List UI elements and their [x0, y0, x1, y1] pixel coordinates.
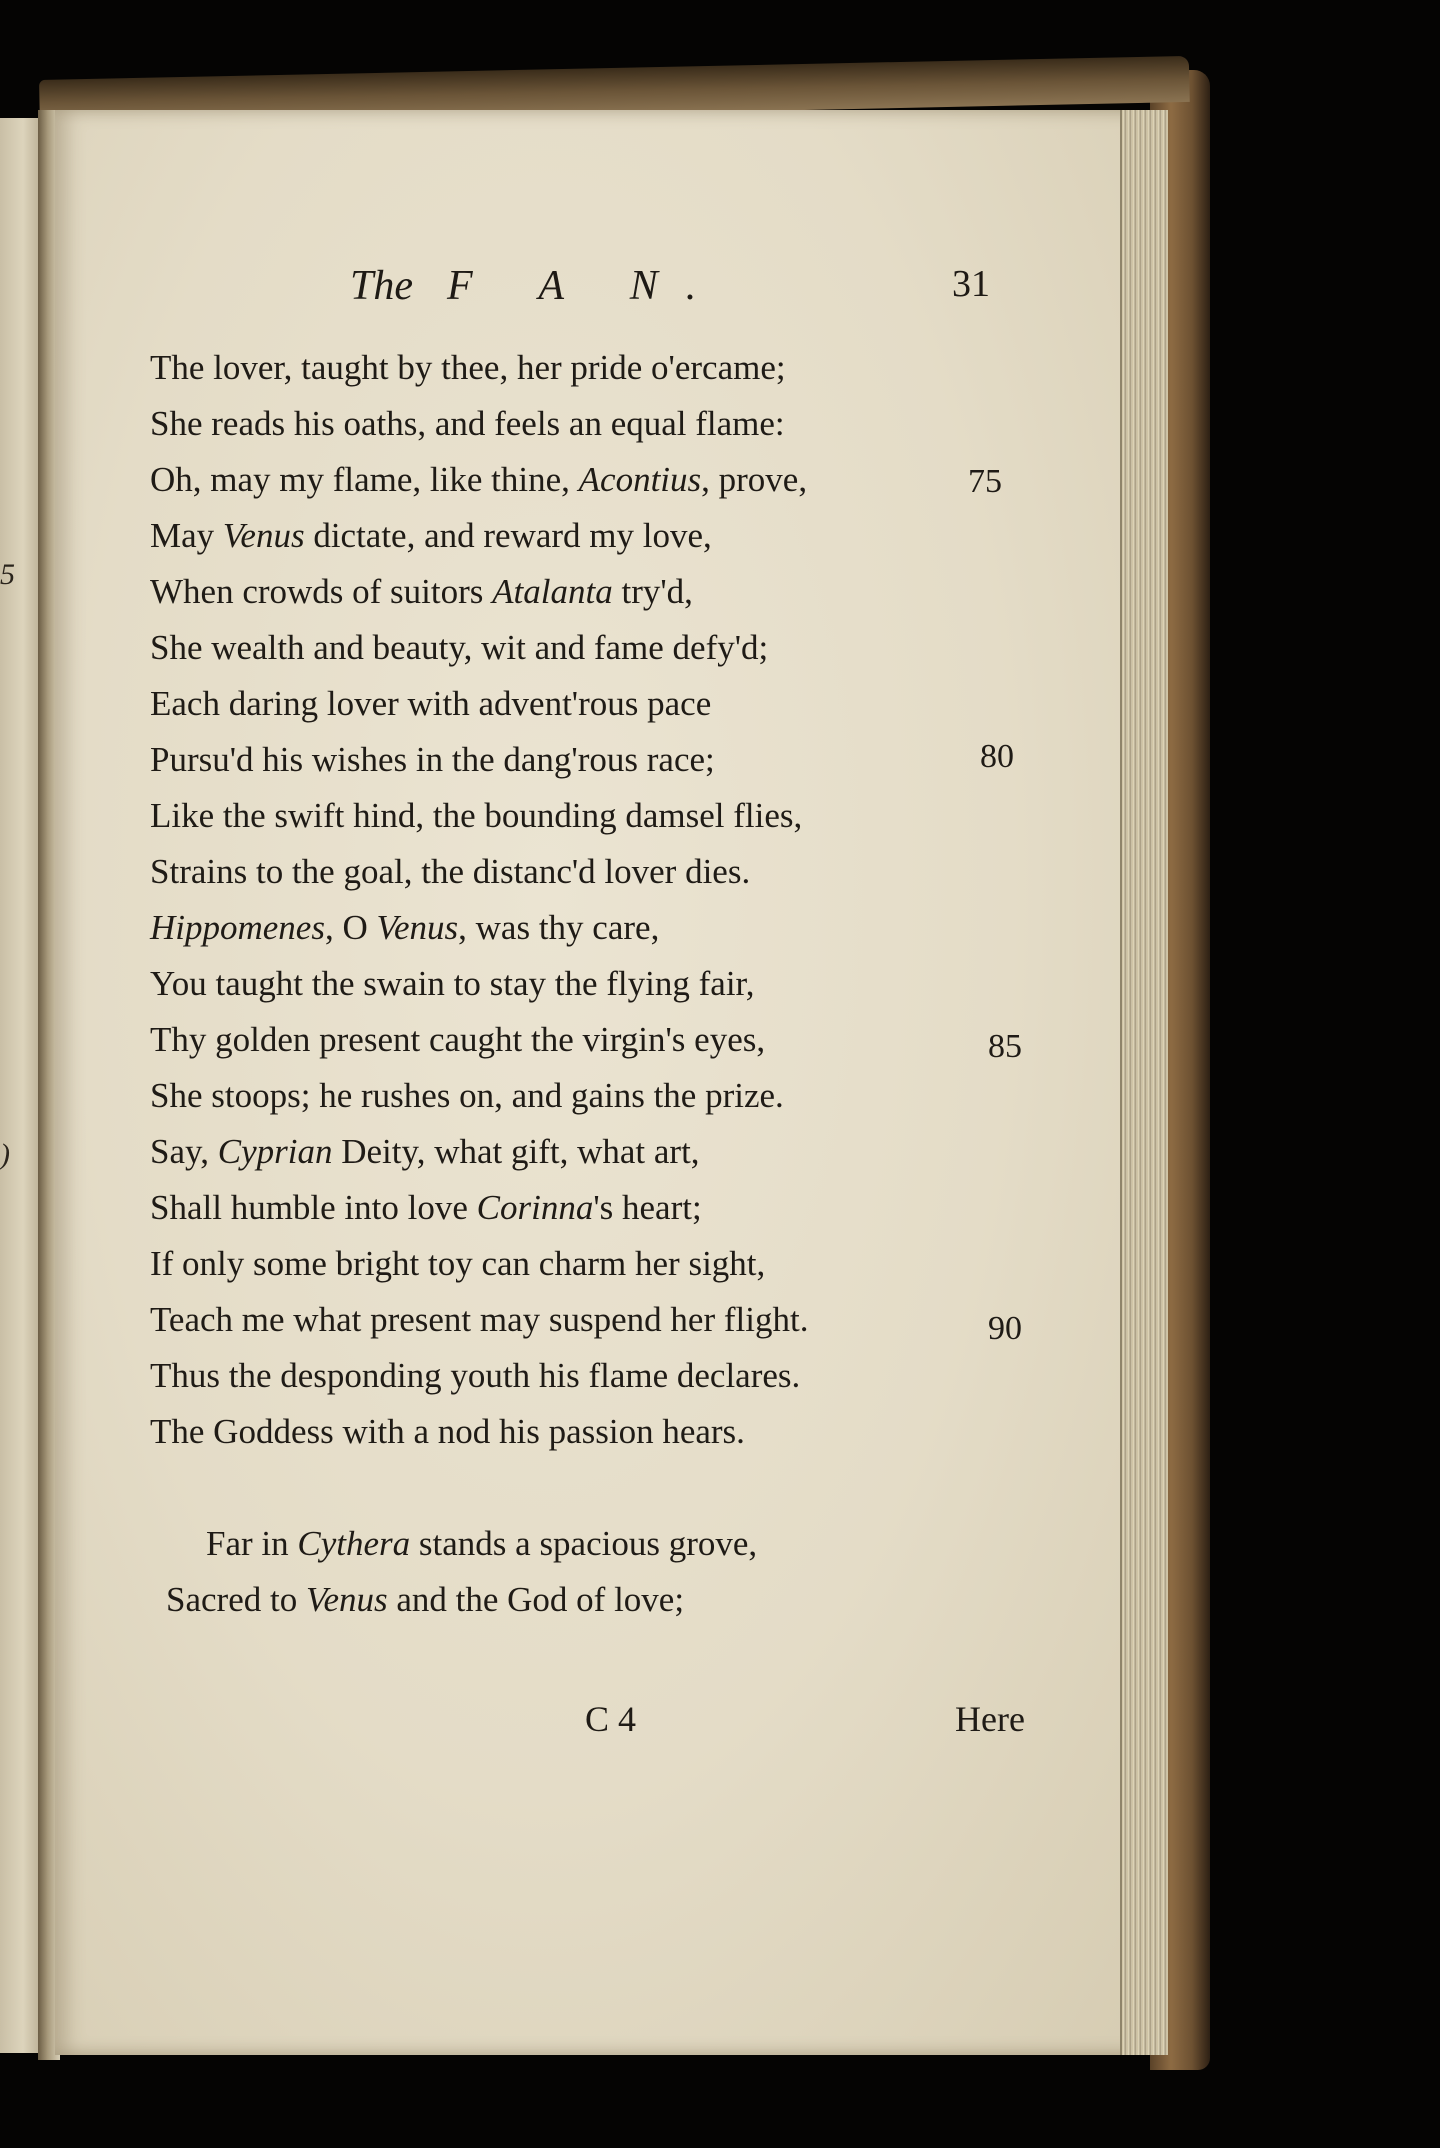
catchword: Here	[955, 1699, 1025, 1739]
poem-line-segment: The Goddess with a nod his passion hears.	[150, 1412, 745, 1451]
poem-line-segment: Strains to the goal, the distanc'd lover dies.	[150, 852, 751, 891]
poem-line-segment: , was thy care,	[458, 908, 660, 947]
previous-page-numeral: )	[0, 1138, 10, 1171]
poem-line-italic-segment: Venus	[222, 516, 305, 555]
poem-line-segment: Shall humble into love	[150, 1188, 477, 1227]
poem-line	[150, 1022, 765, 1057]
poem-line-segment: Each daring lover with advent'rous pace	[150, 684, 712, 723]
poem-line-segment: 's heart;	[593, 1188, 702, 1227]
poem-line-segment: You taught the swain to stay the flying fair,	[150, 964, 755, 1003]
poem-line-segment: Deity, what gift, what art,	[332, 1132, 700, 1171]
poem-line	[150, 686, 711, 721]
poem-line	[150, 630, 768, 665]
poem-line-segment: She reads his oaths, and feels an equal flame:	[150, 404, 785, 443]
line-number: 85	[988, 1028, 1022, 1065]
running-head-title: F A N.	[447, 263, 725, 309]
page-fore-edge	[1120, 110, 1168, 2055]
running-head-article: The	[350, 263, 413, 309]
poem-line-segment: , prove,	[701, 460, 808, 499]
poem-line-segment: and the God of love;	[387, 1580, 685, 1619]
poem-line	[166, 1582, 684, 1617]
poem-line-segment: The lover, taught by thee, her pride o'ercame;	[150, 348, 786, 387]
poem-line	[150, 966, 755, 1001]
signature-mark: C 4	[585, 1699, 637, 1739]
poem-line-segment: Sacred to	[166, 1580, 306, 1619]
page-number: 31	[952, 263, 990, 305]
poem-line	[150, 462, 807, 497]
poem-line-segment: If only some bright toy can charm her sight,	[150, 1244, 766, 1283]
poem-line-italic-segment: Cythera	[297, 1524, 411, 1563]
poem-line	[150, 910, 659, 945]
poem-line-segment: Far in	[206, 1524, 298, 1563]
poem-line	[150, 1078, 784, 1113]
poem-line-italic-segment: Acontius	[578, 460, 702, 499]
poem-line	[150, 1246, 765, 1281]
poem-line-segment: Thus the desponding youth his flame declares.	[150, 1356, 801, 1395]
poem-line	[150, 406, 785, 441]
previous-page-edge	[0, 118, 42, 2053]
line-number: 90	[988, 1310, 1022, 1347]
previous-page-numeral: 5	[0, 558, 15, 591]
poem-line-segment: She stoops; he rushes on, and gains the prize.	[150, 1076, 784, 1115]
poem-line	[150, 1134, 700, 1169]
poem-line-italic-segment: Venus	[305, 1580, 388, 1619]
line-number: 80	[980, 738, 1014, 775]
running-head	[350, 262, 724, 310]
poem-line-segment: stands a spacious grove,	[410, 1524, 758, 1563]
poem-line	[150, 518, 712, 553]
poem-line-italic-segment: Cyprian	[217, 1132, 333, 1171]
poem-line-segment: Like the swift hind, the bounding damsel flies,	[150, 796, 803, 835]
poem-line	[150, 1358, 800, 1393]
poem-line	[150, 854, 750, 889]
poem-line	[150, 1302, 808, 1337]
poem-line-italic-segment: Hippomenes	[150, 908, 325, 947]
poem-line-segment: May	[150, 516, 223, 555]
poem-line-segment: dictate, and reward my love,	[304, 516, 712, 555]
poem-line-segment: She wealth and beauty, wit and fame defy'd;	[150, 628, 769, 667]
poem-line-segment: Teach me what present may suspend her flight.	[150, 1300, 809, 1339]
poem-line-segment: Oh, may my flame, like thine,	[150, 460, 579, 499]
poem-line	[150, 1414, 745, 1449]
poem-line-italic-segment: Venus	[376, 908, 459, 947]
poem-line-segment: try'd,	[612, 572, 693, 611]
poem-line-italic-segment: Corinna	[476, 1188, 594, 1227]
poem-line	[150, 1190, 702, 1225]
poem-line	[150, 798, 802, 833]
poem-line-segment: Say,	[150, 1132, 218, 1171]
poem-line-segment: Thy golden present caught the virgin's eyes,	[150, 1020, 766, 1059]
poem-line	[206, 1526, 757, 1561]
poem-line-italic-segment: Atalanta	[492, 572, 613, 611]
poem-line-segment: , O	[324, 908, 377, 947]
poem-line	[150, 574, 693, 609]
poem-line	[150, 742, 715, 777]
poem-line	[150, 350, 786, 385]
line-number: 75	[968, 463, 1002, 500]
poem-line-segment: Pursu'd his wishes in the dang'rous race;	[150, 740, 715, 779]
poem-line-segment: When crowds of suitors	[150, 572, 493, 611]
